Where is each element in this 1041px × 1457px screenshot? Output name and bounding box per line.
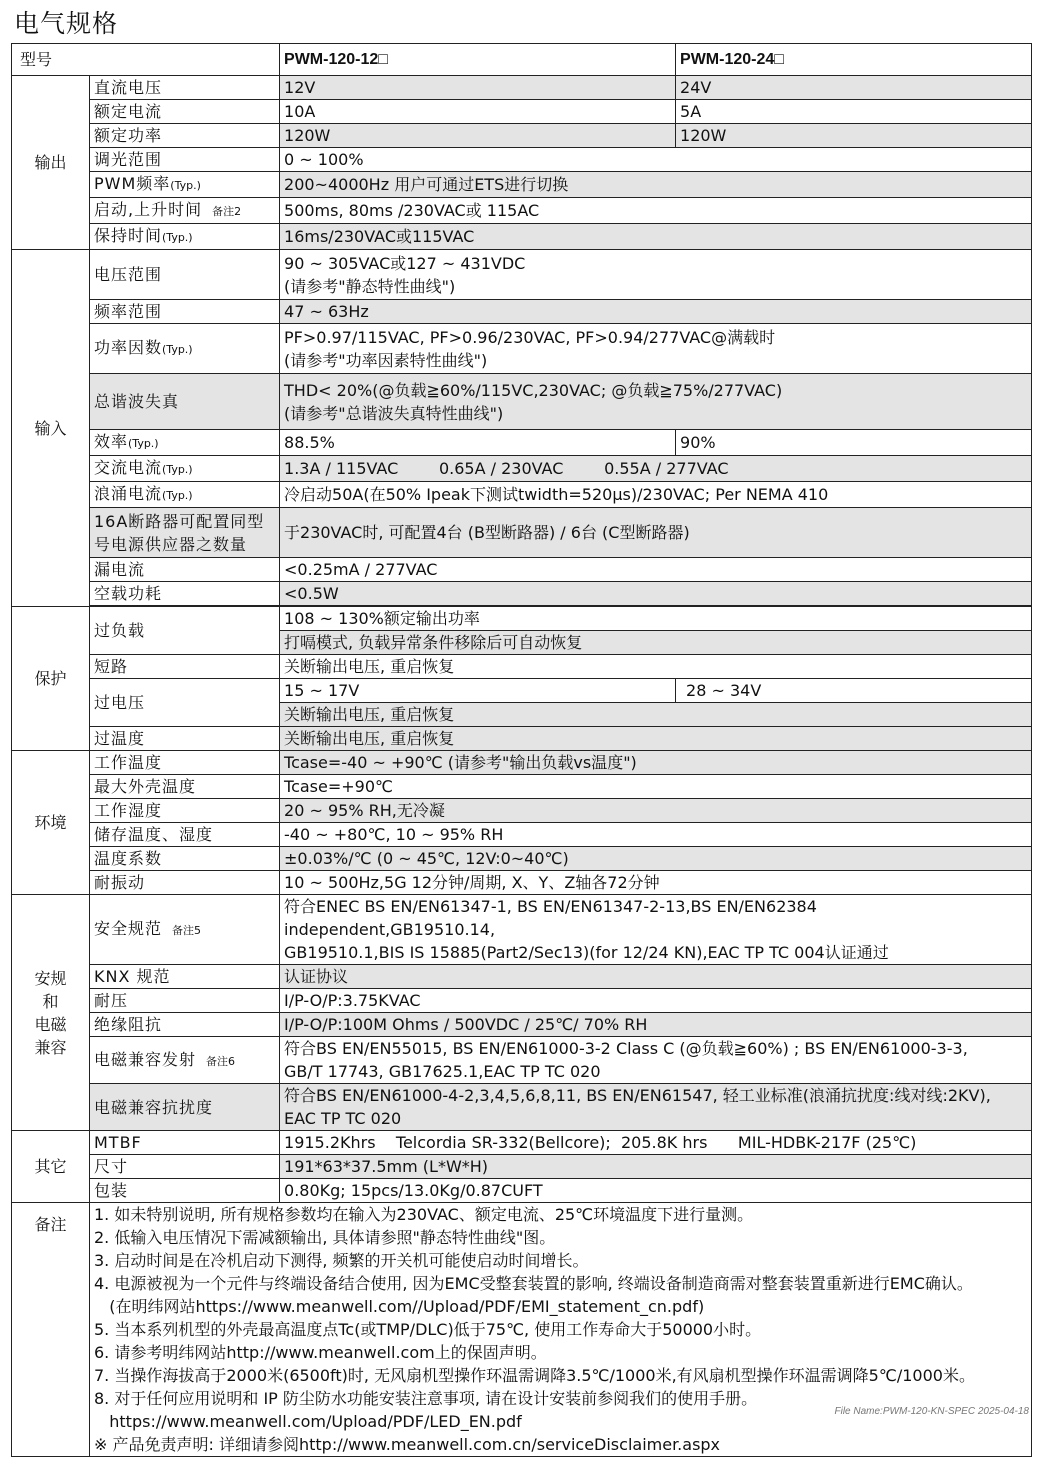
group-others: 其它 bbox=[12, 1131, 90, 1203]
note-line: 6. 请参考明纬网站http://www.meanwell.com上的保固声明。 bbox=[94, 1343, 547, 1362]
value-short: 关断输出电压, 重启恢复 bbox=[280, 655, 1032, 679]
label-temp-coeff: 温度系数 bbox=[90, 847, 280, 871]
value-pf: PF>0.97/115VAC, PF>0.96/230VAC, PF>0.94/277VAC@满载时 (请参考"功率因素特性曲线") bbox=[280, 324, 1032, 374]
value-pwm-freq: 200~4000Hz 用户可通过ETS进行切换 bbox=[280, 172, 1032, 198]
note-line: ※ 产品免责声明: 详细请参阅http://www.meanwell.com.cn/serviceDisclaimer.aspx bbox=[94, 1435, 721, 1454]
value-rated-current-b: 5A bbox=[676, 100, 1032, 124]
label-hold-up: 保持时间(Typ.) bbox=[90, 224, 280, 250]
value-rated-power-a: 120W bbox=[280, 124, 676, 148]
label-safety-standards: 安全规范 备注5 bbox=[90, 895, 280, 965]
value-hold-up: 16ms/230VAC或115VAC bbox=[280, 224, 1032, 250]
value-inrush: 冷启动50A(在50% Ipeak下测试twidth=520µs)/230VAC; Per NEMA 410 bbox=[280, 482, 1032, 508]
value-isolation: I/P-O/P:100M Ohms / 500VDC / 25℃/ 70% RH bbox=[280, 1013, 1032, 1037]
label-isolation: 绝缘阻抗 bbox=[90, 1013, 280, 1037]
note-line: https://www.meanwell.com/Upload/PDF/LED_EN.pdf bbox=[94, 1412, 522, 1431]
value-withstand: I/P-O/P:3.75KVAC bbox=[280, 989, 1032, 1013]
page-title: 电气规格 bbox=[14, 9, 119, 38]
label-thd: 总谐波失真 bbox=[90, 374, 280, 430]
note-line: 5. 当本系列机型的外壳最高温度点Tc(或TMP/DLC)低于75℃, 使用工作寿命大于50000小时。 bbox=[94, 1320, 762, 1339]
value-voltage-range: 90 ~ 305VAC或127 ~ 431VDC (请参考"静态特性曲线") bbox=[280, 250, 1032, 300]
label-overload: 过负载 bbox=[90, 607, 280, 655]
value-over-voltage-a: 15 ~ 17V bbox=[280, 679, 676, 703]
value-safety-standards: 符合ENEC BS EN/EN61347-1, BS EN/EN61347-2-13,BS EN/EN62384 independent,GB19510.14, GB19510.1,BIS IS 15885(Part2/Sec13)(for 12/24 KN),EAC TP TC 004认证通过 bbox=[280, 895, 1032, 965]
value-ac-current: 1.3A / 115VAC 0.65A / 230VAC 0.55A / 277VAC bbox=[280, 456, 1032, 482]
label-breaker: 16A断路器可配置同型 号电源供应器之数量 bbox=[90, 508, 280, 558]
label-emc-emission: 电磁兼容发射 备注6 bbox=[90, 1037, 280, 1084]
label-rated-power: 额定功率 bbox=[90, 124, 280, 148]
note-line: 1. 如未特别说明, 所有规格参数均在输入为230VAC、额定电流、25℃环境温度下进行量测。 bbox=[94, 1205, 754, 1224]
label-dc-voltage: 直流电压 bbox=[90, 76, 280, 100]
value-setup-rise: 500ms, 80ms /230VAC或 115AC bbox=[280, 198, 1032, 224]
value-dc-voltage-a: 12V bbox=[280, 76, 676, 100]
value-packing: 0.80Kg; 15pcs/13.0Kg/0.87CUFT bbox=[280, 1179, 1032, 1203]
label-short: 短路 bbox=[90, 655, 280, 679]
model-label: 型号 bbox=[12, 44, 280, 76]
value-over-voltage-2: 关断输出电压, 重启恢复 bbox=[280, 703, 1032, 727]
value-thd: THD< 20%(@负载≧60%/115VC,230VAC; @负载≧75%/277VAC) (请参考"总谐波失真特性曲线") bbox=[280, 374, 1032, 430]
label-no-load: 空载功耗 bbox=[90, 582, 280, 606]
label-inrush: 浪涌电流(Typ.) bbox=[90, 482, 280, 508]
value-emc-emission: 符合BS EN/EN55015, BS EN/EN61000-3-2 Class C (@负载≧60%) ; BS EN/EN61000-3-3, GB/T 17743, GB17625.1,EAC TP TC 020 bbox=[280, 1037, 1032, 1084]
group-safety-emc: 安规 和 电磁 兼容 bbox=[12, 895, 90, 1131]
label-rated-current: 额定电流 bbox=[90, 100, 280, 124]
group-notes: 备注 bbox=[12, 1203, 90, 1457]
group-input: 输入 bbox=[12, 250, 90, 607]
label-voltage-range: 电压范围 bbox=[90, 250, 280, 300]
note-line: 4. 电源被视为一个元件与终端设备结合使用, 因为EMC受整套装置的影响, 终端设备制造商需对整套装置重新进行EMC确认。 bbox=[94, 1274, 973, 1293]
value-overload-1: 108 ~ 130%额定输出功率 bbox=[280, 607, 1032, 631]
value-breaker: 于230VAC时, 可配置4台 (B型断路器) / 6台 (C型断路器) bbox=[280, 508, 1032, 558]
group-environment: 环境 bbox=[12, 751, 90, 895]
label-max-case-temp: 最大外壳温度 bbox=[90, 775, 280, 799]
note-line: 7. 当操作海拔高于2000米(6500ft)时, 无风扇机型操作环温需调降3.5℃/1000米,有风扇机型操作环温需调降5℃/1000米。 bbox=[94, 1366, 975, 1385]
model-b: PWM-120-24□ bbox=[676, 44, 1032, 76]
label-leakage: 漏电流 bbox=[90, 558, 280, 582]
note-line: 8. 对于任何应用说明和 IP 防尘防水功能安装注意事项, 请在设计安装前参阅我们的使用手册。 bbox=[94, 1389, 758, 1408]
label-setup-rise: 启动,上升时间 备注2 bbox=[90, 198, 280, 224]
label-packing: 包装 bbox=[90, 1179, 280, 1203]
value-efficiency-a: 88.5% bbox=[280, 430, 676, 456]
label-vibration: 耐振动 bbox=[90, 871, 280, 895]
note-line: 2. 低输入电压情况下需减额输出, 具体请参照"静态特性曲线"图。 bbox=[94, 1228, 556, 1247]
label-dimension: 尺寸 bbox=[90, 1155, 280, 1179]
note-line: 3. 启动时间是在冷机启动下测得, 频繁的开关机可能使启动时间增长。 bbox=[94, 1251, 589, 1270]
label-over-voltage: 过电压 bbox=[90, 679, 280, 727]
value-leakage: <0.25mA / 277VAC bbox=[280, 558, 1032, 582]
value-freq-range: 47 ~ 63Hz bbox=[280, 300, 1032, 324]
value-working-humidity: 20 ~ 95% RH,无冷凝 bbox=[280, 799, 1032, 823]
value-dimming: 0 ~ 100% bbox=[280, 148, 1032, 172]
value-emc-immunity: 符合BS EN/EN61000-4-2,3,4,5,6,8,11, BS EN/EN61547, 轻工业标准(浪涌抗扰度:线对线:2KV), EAC TP TC 020 bbox=[280, 1084, 1032, 1131]
file-name-footer: File Name:PWM-120-KN-SPEC 2025-04-18 bbox=[834, 1406, 1029, 1417]
label-over-temp: 过温度 bbox=[90, 727, 280, 751]
notes-list bbox=[90, 1203, 1032, 1457]
label-dimming: 调光范围 bbox=[90, 148, 280, 172]
model-row bbox=[12, 44, 1032, 76]
label-emc-immunity: 电磁兼容抗扰度 bbox=[90, 1084, 280, 1131]
value-over-temp: 关断输出电压, 重启恢复 bbox=[280, 727, 1032, 751]
label-knx: KNX 规范 bbox=[90, 965, 280, 989]
value-storage: -40 ~ +80℃, 10 ~ 95% RH bbox=[280, 823, 1032, 847]
note-line: (在明纬网站https://www.meanwell.com//Upload/PDF/EMI_statement_cn.pdf) bbox=[94, 1297, 705, 1316]
value-temp-coeff: ±0.03%/℃ (0 ~ 45℃, 12V:0~40℃) bbox=[280, 847, 1032, 871]
label-storage: 储存温度、湿度 bbox=[90, 823, 280, 847]
group-output: 输出 bbox=[12, 76, 90, 250]
value-max-case-temp: Tcase=+90℃ bbox=[280, 775, 1032, 799]
value-over-voltage-b: 28 ~ 34V bbox=[676, 679, 1032, 703]
model-a: PWM-120-12□ bbox=[280, 44, 676, 76]
label-ac-current: 交流电流(Typ.) bbox=[90, 456, 280, 482]
value-rated-power-b: 120W bbox=[676, 124, 1032, 148]
spec-table bbox=[11, 43, 1032, 1457]
value-dimension: 191*63*37.5mm (L*W*H) bbox=[280, 1155, 1032, 1179]
label-freq-range: 频率范围 bbox=[90, 300, 280, 324]
value-working-temp: Tcase=-40 ~ +90℃ (请参考"输出负载vs温度") bbox=[280, 751, 1032, 775]
value-dc-voltage-b: 24V bbox=[676, 76, 1032, 100]
value-mtbf: 1915.2Khrs Telcordia SR-332(Bellcore); 205.8K hrs MIL-HDBK-217F (25℃) bbox=[280, 1131, 1032, 1155]
label-pwm-freq: PWM频率(Typ.) bbox=[90, 172, 280, 198]
value-rated-current-a: 10A bbox=[280, 100, 676, 124]
value-knx: 认证协议 bbox=[280, 965, 1032, 989]
label-mtbf: MTBF bbox=[90, 1131, 280, 1155]
label-pf: 功率因数(Typ.) bbox=[90, 324, 280, 374]
value-no-load: <0.5W bbox=[280, 582, 1032, 606]
group-protection: 保护 bbox=[12, 607, 90, 751]
label-working-humidity: 工作湿度 bbox=[90, 799, 280, 823]
value-overload-2: 打嗝模式, 负载异常条件移除后可自动恢复 bbox=[280, 631, 1032, 655]
label-working-temp: 工作温度 bbox=[90, 751, 280, 775]
label-withstand: 耐压 bbox=[90, 989, 280, 1013]
label-efficiency: 效率(Typ.) bbox=[90, 430, 280, 456]
value-efficiency-b: 90% bbox=[676, 430, 1032, 456]
value-vibration: 10 ~ 500Hz,5G 12分钟/周期, X、Y、Z轴各72分钟 bbox=[280, 871, 1032, 895]
